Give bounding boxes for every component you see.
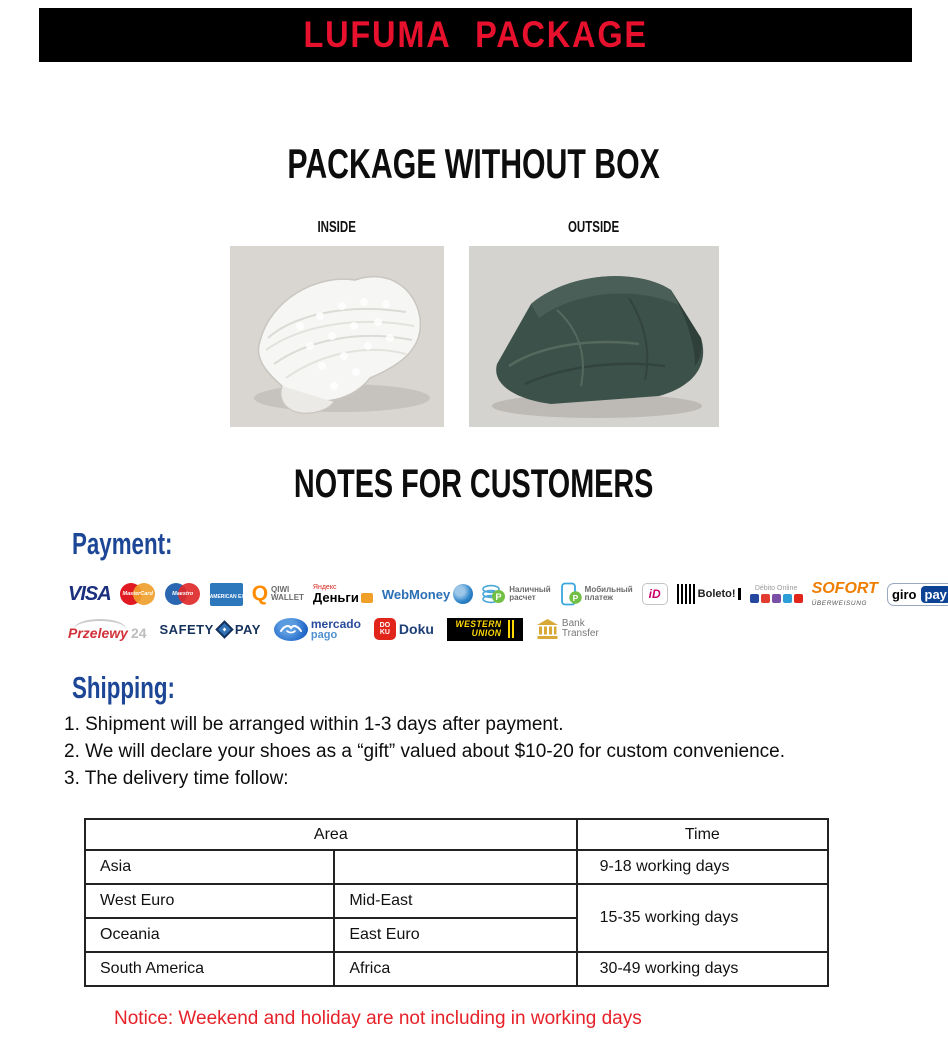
sofort-icon: SOFORT ÜBERWEISUNG xyxy=(811,580,878,607)
area-cell xyxy=(334,850,576,884)
inside-photo-bubble-wrap xyxy=(230,246,444,427)
time-header: Time xyxy=(577,819,828,850)
payment-heading: Payment: xyxy=(72,526,173,561)
table-row xyxy=(85,850,828,884)
payment-heading-wrap xyxy=(72,526,212,562)
giropay-icon: giro pay xyxy=(887,583,948,606)
bank-building-icon xyxy=(536,618,559,640)
notes-heading: NOTES FOR CUSTOMERS xyxy=(294,462,654,506)
table-header-row xyxy=(85,819,828,850)
handshake-icon xyxy=(274,618,308,641)
western-union-icon: WESTERN UNION xyxy=(447,618,523,641)
inside-label-wrap xyxy=(230,219,444,237)
boleto-icon: Boleto! xyxy=(677,584,741,604)
mobile-payment-icon: P Мобильный платеж xyxy=(560,582,633,606)
svg-text:P: P xyxy=(572,593,579,604)
yandex-money-icon: Яндекс Деньги xyxy=(313,584,373,605)
package-heading: PACKAGE WITHOUT BOX xyxy=(287,140,661,187)
time-cell: 30-49 working days xyxy=(577,952,828,986)
delivery-time-table xyxy=(84,818,829,987)
diamond-icon xyxy=(215,620,233,638)
mastercard-icon: MasterCard xyxy=(120,582,156,606)
bank-transfer-icon: Bank Transfer xyxy=(536,618,599,640)
inside-label: INSIDE xyxy=(317,219,356,236)
svg-text:P: P xyxy=(495,592,502,603)
area-cell: South America xyxy=(85,952,334,986)
payment-icons-row-2 xyxy=(68,617,599,641)
photo-labels xyxy=(24,219,924,237)
ideal-icon: iD xyxy=(642,583,668,605)
qiwi-wallet-icon: Q QIWI WALLET xyxy=(251,582,304,606)
package-photos xyxy=(24,246,924,427)
shipping-heading-wrap xyxy=(72,670,215,706)
outside-label-wrap xyxy=(469,219,719,237)
visa-icon: VISA xyxy=(68,582,111,605)
debito-mini-cards xyxy=(750,594,803,603)
time-cell: 9-18 working days xyxy=(577,850,828,884)
time-cell: 15-35 working days xyxy=(577,884,828,952)
american-express-icon: AMERICAN EXPRESS xyxy=(210,583,243,606)
shipping-heading: Shipping: xyxy=(72,670,175,705)
notice-text: Notice: Weekend and holiday are not including in working days xyxy=(114,1008,642,1029)
area-cell: East Euro xyxy=(334,918,576,952)
area-cell: Oceania xyxy=(85,918,334,952)
webmoney-icon: WebMoney xyxy=(382,584,473,604)
globe-icon xyxy=(453,584,473,604)
area-header: Area xyxy=(85,819,577,850)
package-heading-wrap xyxy=(24,140,924,188)
debito-online-icon: Débito Online xyxy=(750,585,803,603)
outside-photo-green-bag xyxy=(469,246,719,427)
notes-heading-wrap xyxy=(24,462,924,507)
table-row xyxy=(85,884,828,918)
mercado-pago-icon: mercado pago xyxy=(274,618,361,641)
maestro-icon: Maestro xyxy=(165,582,201,606)
area-cell: Mid-East xyxy=(334,884,576,918)
western-union-bars xyxy=(508,620,515,638)
shipping-notes xyxy=(64,712,785,793)
banner-title: LUFUMA PACKAGE xyxy=(303,14,648,55)
area-cell: Africa xyxy=(334,952,576,986)
title-banner xyxy=(39,8,912,62)
barcode-icon xyxy=(677,584,695,604)
payment-icons-row-1 xyxy=(68,580,947,608)
safetypay-icon: SAFETY PAY xyxy=(159,621,261,637)
shipping-note-1: 1. Shipment will be arranged within 1-3 days after payment. xyxy=(64,714,564,735)
shipping-note-2: 2. We will declare your shoes as a “gift” valued about $10-20 for custom convenience. xyxy=(64,740,785,762)
table-row xyxy=(85,952,828,986)
outside-label: OUTSIDE xyxy=(567,219,620,236)
area-cell: Asia xyxy=(85,850,334,884)
area-cell: West Euro xyxy=(85,884,334,918)
doku-icon: DO KU Doku xyxy=(374,618,434,640)
przelewy24-icon: Przelewy 24 xyxy=(68,617,147,641)
wallet-icon xyxy=(361,593,373,603)
cash-payment-icon: P Наличный расчет xyxy=(482,583,550,605)
shipping-note-3: 3. The delivery time follow: xyxy=(64,767,289,789)
phone-icon xyxy=(560,582,582,606)
coins-icon xyxy=(482,583,506,605)
